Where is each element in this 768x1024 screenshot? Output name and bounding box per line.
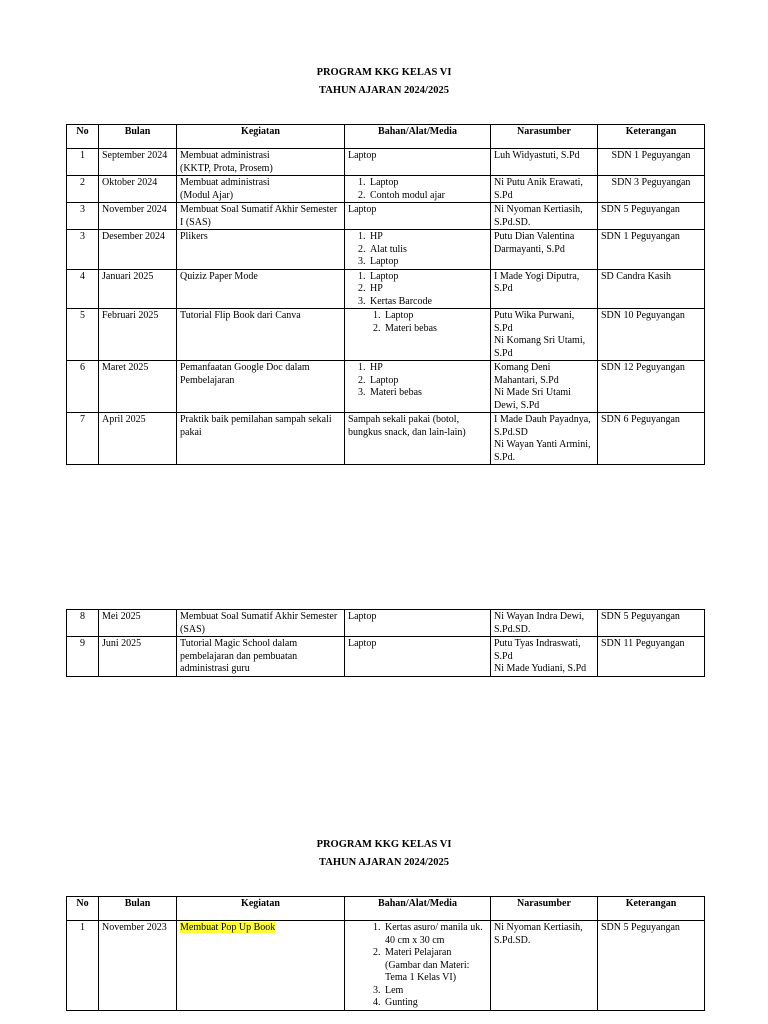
bahan-list-item: 3. Materi bebas xyxy=(368,387,487,400)
bahan-list xyxy=(348,231,487,269)
cell-bahan: Laptop xyxy=(345,203,491,230)
table-row xyxy=(67,921,705,1011)
bahan-list-item: 1. Laptop xyxy=(383,310,487,323)
header-bulan: Bulan xyxy=(99,125,177,149)
table-row xyxy=(67,361,705,413)
cell-bulan: Februari 2025 xyxy=(99,309,177,361)
bahan-list-item: 2. Contoh modul ajar xyxy=(368,190,487,203)
cell-kegiatan xyxy=(177,637,345,677)
cell-keterangan: SDN 1 Peguyangan xyxy=(598,230,705,270)
cell-narasumber: I Made Dauh Payadnya, S.Pd.SD Ni Wayan Yanti Armini, S.Pd. xyxy=(491,413,598,465)
cell-keterangan: SDN 12 Peguyangan xyxy=(598,361,705,413)
cell-kegiatan xyxy=(177,610,345,637)
cell-narasumber: Putu Wika Purwani, S.Pd Ni Komang Sri Utami, S.Pd xyxy=(491,309,598,361)
doc-subtitle-2: TAHUN AJARAN 2024/2025 xyxy=(319,857,449,868)
header-kegiatan: Kegiatan xyxy=(177,897,345,921)
cell-kegiatan xyxy=(177,413,345,465)
table-row xyxy=(67,176,705,203)
cell-keterangan: SDN 5 Peguyangan xyxy=(598,203,705,230)
cell-no: 3 xyxy=(67,203,99,230)
bahan-list-item: 3. Kertas Barcode xyxy=(368,296,487,309)
kegiatan-text: Membuat administrasi (KKTP, Prota, Prosem) xyxy=(180,150,273,174)
bahan-list xyxy=(348,177,487,202)
cell-no: 8 xyxy=(67,610,99,637)
cell-bahan: Laptop xyxy=(345,149,491,176)
cell-keterangan: SDN 5 Peguyangan xyxy=(598,921,705,1011)
kegiatan-text: Membuat Soal Sumatif Akhir Semester (SAS) xyxy=(180,611,338,635)
cell-kegiatan xyxy=(177,149,345,176)
cell-narasumber: Putu Tyas Indraswati, S.Pd Ni Made Yudiani, S.Pd xyxy=(491,637,598,677)
cell-bahan xyxy=(345,176,491,203)
cell-narasumber: Luh Widyastuti, S.Pd xyxy=(491,149,598,176)
cell-kegiatan xyxy=(177,269,345,309)
bahan-list-item: 2. HP xyxy=(368,283,487,296)
table-header-row xyxy=(67,125,705,149)
cell-bulan: April 2025 xyxy=(99,413,177,465)
bahan-list xyxy=(348,310,487,335)
kegiatan-text: Membuat administrasi (Modul Ajar) xyxy=(180,177,270,201)
table-row xyxy=(67,203,705,230)
cell-bulan: September 2024 xyxy=(99,149,177,176)
cell-kegiatan xyxy=(177,203,345,230)
header-kegiatan: Kegiatan xyxy=(177,125,345,149)
cell-bahan: Sampah sekali pakai (botol, bungkus snack, dan lain-lain) xyxy=(345,413,491,465)
cell-narasumber: Ni Nyoman Kertiasih, S.Pd.SD. xyxy=(491,203,598,230)
cell-bulan: Mei 2025 xyxy=(99,610,177,637)
kegiatan-text: Praktik baik pemilahan sampah sekali pakai xyxy=(180,414,332,438)
kegiatan-text: Quiziz Paper Mode xyxy=(180,270,258,282)
header-keterangan: Keterangan xyxy=(598,125,705,149)
bahan-list-item: 1. HP xyxy=(368,362,487,375)
doc-title-1: PROGRAM KKG KELAS VI xyxy=(316,67,452,78)
program-table-1 xyxy=(66,124,705,465)
cell-keterangan: SDN 11 Peguyangan xyxy=(598,637,705,677)
doc-subtitle-1: TAHUN AJARAN 2024/2025 xyxy=(319,85,449,96)
cell-kegiatan xyxy=(177,230,345,270)
cell-narasumber: Ni Wayan Indra Dewi, S.Pd.SD. xyxy=(491,610,598,637)
header-no: No xyxy=(67,897,99,921)
kegiatan-text: Pemanfaatan Google Doc dalam Pembelajaran xyxy=(180,362,310,386)
bahan-list-item: 2. Alat tulis xyxy=(368,244,487,257)
bahan-list-item: 3. Laptop xyxy=(368,256,487,269)
bahan-list-item: 2. Laptop xyxy=(368,375,487,388)
cell-bulan: Desember 2024 xyxy=(99,230,177,270)
cell-narasumber: Ni Nyoman Kertiasih, S.Pd.SD. xyxy=(491,921,598,1011)
cell-no: 4 xyxy=(67,269,99,309)
cell-no: 6 xyxy=(67,361,99,413)
header-bahan: Bahan/Alat/Media xyxy=(345,125,491,149)
header-narasumber: Narasumber xyxy=(491,897,598,921)
cell-bahan xyxy=(345,921,491,1011)
cell-bahan xyxy=(345,361,491,413)
bahan-list xyxy=(348,362,487,400)
cell-narasumber: I Made Yogi Diputra, S.Pd xyxy=(491,269,598,309)
cell-bahan xyxy=(345,309,491,361)
cell-bahan: Laptop xyxy=(345,610,491,637)
cell-bulan: Oktober 2024 xyxy=(99,176,177,203)
kegiatan-text: Tutorial Flip Book dari Canva xyxy=(180,310,301,321)
cell-kegiatan xyxy=(177,176,345,203)
cell-no: 2 xyxy=(67,176,99,203)
cell-keterangan: SD Candra Kasih xyxy=(598,269,705,309)
cell-bahan xyxy=(345,269,491,309)
table-row xyxy=(67,230,705,270)
cell-bulan: Januari 2025 xyxy=(99,269,177,309)
cell-no: 3 xyxy=(67,230,99,270)
bahan-list-item: 1. Laptop xyxy=(368,177,487,190)
header-narasumber: Narasumber xyxy=(491,125,598,149)
bahan-list-item: 2. Materi Pelajaran (Gambar dan Materi: Tema 1 Kelas VI) xyxy=(383,947,487,985)
cell-bulan: November 2023 xyxy=(99,921,177,1011)
cell-no: 7 xyxy=(67,413,99,465)
bahan-list xyxy=(348,922,487,1010)
table-row xyxy=(67,309,705,361)
table-row xyxy=(67,149,705,176)
cell-keterangan: SDN 10 Peguyangan xyxy=(598,309,705,361)
cell-keterangan: SDN 3 Peguyangan xyxy=(598,176,705,203)
header-no: No xyxy=(67,125,99,149)
table-row xyxy=(67,413,705,465)
kegiatan-text: Membuat Pop Up Book xyxy=(180,922,276,933)
bahan-list xyxy=(348,271,487,309)
kegiatan-text: Membuat Soal Sumatif Akhir Semester I (SAS) xyxy=(180,204,338,228)
table-header-row xyxy=(67,897,705,921)
bahan-list-item: 4. Gunting xyxy=(383,997,487,1010)
program-table-1-continued xyxy=(66,609,705,677)
bahan-list-item: 1. Laptop xyxy=(368,271,487,284)
bahan-list-item: 1. Kertas asuro/ manila uk. 40 cm x 30 cm xyxy=(383,922,487,947)
doc-title-2: PROGRAM KKG KELAS VI xyxy=(316,839,452,850)
cell-no: 1 xyxy=(67,149,99,176)
kegiatan-text: Tutorial Magic School dalam pembelajaran dan pembuatan administrasi guru xyxy=(180,638,298,674)
bahan-list-item: 2. Materi bebas xyxy=(383,323,487,336)
table-row xyxy=(67,269,705,309)
kegiatan-text: Plikers xyxy=(180,231,208,242)
header-keterangan: Keterangan xyxy=(598,897,705,921)
cell-narasumber: Komang Deni Mahantari, S.Pd Ni Made Sri Utami Dewi, S.Pd xyxy=(491,361,598,413)
cell-bahan xyxy=(345,230,491,270)
cell-no: 5 xyxy=(67,309,99,361)
cell-keterangan: SDN 6 Peguyangan xyxy=(598,413,705,465)
cell-no: 1 xyxy=(67,921,99,1011)
cell-kegiatan xyxy=(177,921,345,1011)
cell-kegiatan xyxy=(177,309,345,361)
cell-bulan: Maret 2025 xyxy=(99,361,177,413)
cell-narasumber: Putu Dian Valentina Darmayanti, S.Pd xyxy=(491,230,598,270)
cell-bulan: Juni 2025 xyxy=(99,637,177,677)
cell-bulan: November 2024 xyxy=(99,203,177,230)
table-row xyxy=(67,610,705,637)
cell-narasumber: Ni Putu Anik Erawati, S.Pd xyxy=(491,176,598,203)
header-bahan: Bahan/Alat/Media xyxy=(345,897,491,921)
program-table-2 xyxy=(66,896,705,1011)
bahan-list-item: 1. HP xyxy=(368,231,487,244)
cell-no: 9 xyxy=(67,637,99,677)
table-row xyxy=(67,637,705,677)
cell-bahan: Laptop xyxy=(345,637,491,677)
cell-keterangan: SDN 5 Peguyangan xyxy=(598,610,705,637)
bahan-list-item: 3. Lem xyxy=(383,985,487,998)
cell-kegiatan xyxy=(177,361,345,413)
header-bulan: Bulan xyxy=(99,897,177,921)
cell-keterangan: SDN 1 Peguyangan xyxy=(598,149,705,176)
